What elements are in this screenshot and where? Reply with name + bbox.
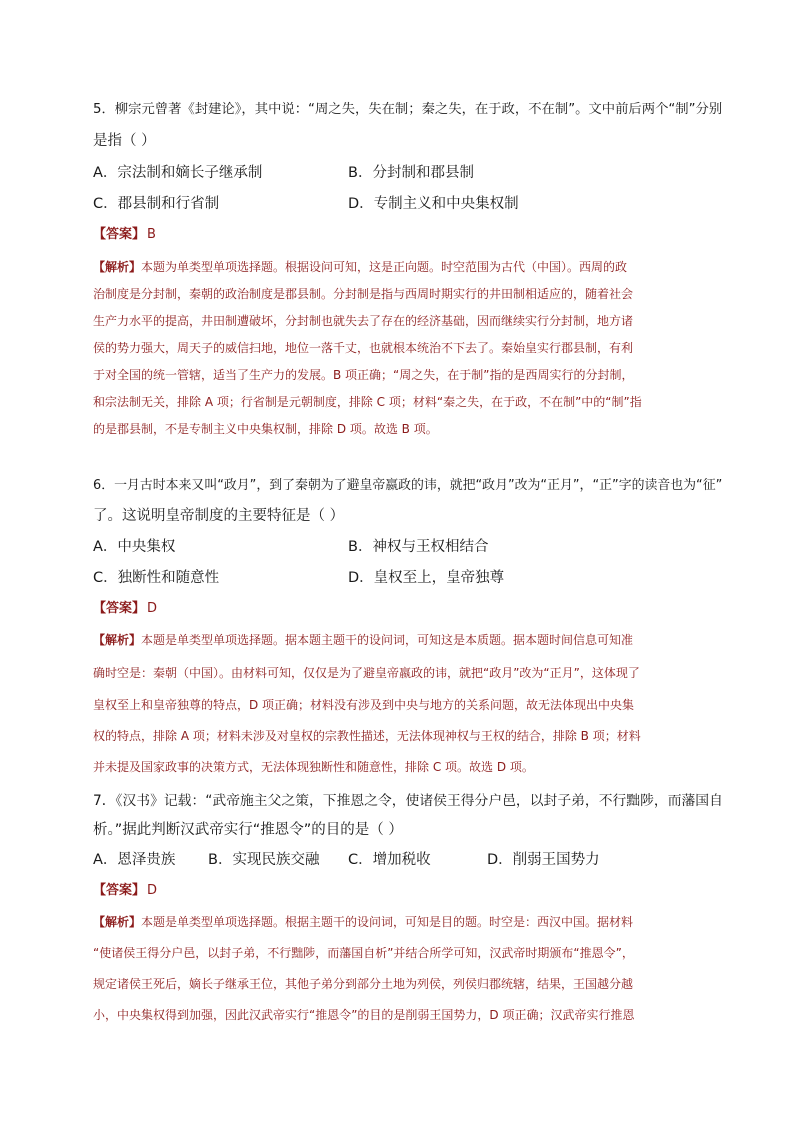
q5-analysis-line-7: 的是郡县制，不是专制主义中央集权制，排除 D 项。故选 B 项。: [93, 422, 438, 436]
q5-option-c[interactable]: C．郡县制和行省制: [93, 196, 220, 212]
q5-analysis-line-1: [93, 258, 723, 276]
q5-analysis-text-1: 本题为单类型单项选择题。根据设问可知，这是正向题。时空范围为古代（中国）。西周的政: [141, 260, 628, 274]
q7-analysis-label: 【解析】: [93, 915, 142, 929]
q7-option-d[interactable]: D．削弱王国势力: [487, 852, 600, 868]
q7-analysis-line-1: [93, 913, 723, 931]
q5-analysis-label: 【解析】: [93, 260, 142, 274]
q6-analysis-text-1: 本题是单类型单项选择题。据本题主题干的设问词，可知这是本质题。据本题时间信息可知准: [141, 633, 634, 647]
q5-stem-line-1: 5．柳宗元曾著《封建论》，其中说：“周之失，失在制；秦之失，在于政，不在制”。文中前后两个“制”分别: [93, 102, 723, 117]
q6-answer: [93, 600, 157, 618]
q6-analysis-label: 【解析】: [93, 633, 142, 647]
q7-option-a[interactable]: A．恩泽贵族: [93, 852, 176, 868]
q5-analysis-line-3: 生产力水平的提高，井田制遭破坏，分封制也就失去了存在的经济基础，因而继续实行分封制，地方诸: [93, 314, 634, 328]
q6-stem-line-1: 6．一月古时本来又叫“政月”，到了秦朝为了避皇帝嬴政的讳，就把“政月”改为“正月”，“正”字的读音也为“征”: [93, 478, 723, 493]
q5-option-d[interactable]: D．专制主义和中央集权制: [348, 196, 519, 212]
q6-stem-line-2: 了。这说明皇帝制度的主要特征是（ ）: [93, 508, 345, 524]
q5-answer-label: 【答案】: [93, 227, 146, 242]
q6-analysis-line-1: [93, 631, 723, 649]
q6-analysis-line-2: 确时空是：秦朝（中国）。由材料可知，仅仅是为了避皇帝嬴政的讳，就把“政月”改为“正月”，这体现了: [93, 666, 640, 680]
q7-option-b[interactable]: B．实现民族交融: [208, 852, 320, 868]
q5-answer: [93, 226, 156, 244]
q7-option-c[interactable]: C．增加税收: [348, 852, 431, 868]
q5-option-b[interactable]: B．分封制和郡县制: [348, 165, 474, 181]
q5-analysis-line-2: 治制度是分封制，秦朝的政治制度是郡县制。分封制是指与西周时期实行的井田制相适应的，随着社会: [93, 287, 634, 301]
q5-stem-line-2: 是指（ ）: [93, 133, 156, 149]
q6-option-a[interactable]: A．中央集权: [93, 539, 176, 555]
q6-analysis-line-3: 皇权至上和皇帝独尊的特点，D 项正确；材料没有涉及到中央与地方的关系问题，故无法体现出中央集: [93, 698, 635, 712]
q5-analysis-line-5: 于对全国的统一管辖，适当了生产力的发展。B 项正确；“周之失，在于制”指的是西周实行的分封制，: [93, 368, 634, 382]
q7-answer-label: 【答案】: [93, 883, 146, 898]
q6-answer-value: D: [147, 601, 158, 616]
q6-analysis-line-4: 权的特点，排除 A 项；材料未涉及对皇权的宗教性描述，无法体现神权与王权的结合，排除 B 项；材料: [93, 729, 641, 743]
q7-stem-line-2: 析。”据此判断汉武帝实行“推恩令”的目的是（ ）: [93, 822, 403, 838]
q6-analysis-line-5: 并未提及国家政事的决策方式，无法体现独断性和随意性，排除 C 项。故选 D 项。: [93, 760, 534, 774]
q6-answer-label: 【答案】: [93, 601, 146, 616]
q5-option-a[interactable]: A．宗法制和嫡长子继承制: [93, 165, 263, 181]
q7-analysis-text-1: 本题是单类型单项选择题。根据主题干的设问词，可知是目的题。时空是：西汉中国。据材料: [141, 915, 634, 929]
q5-analysis-line-6: 和宗法制无关，排除 A 项；行省制是元朝制度，排除 C 项；材料“秦之失，在于政，不在制”中的“制”指: [93, 395, 642, 409]
q7-analysis-line-2: “使诸侯王得分户邑，以封子弟，不行黜陟，而藩国自析”并结合所学可知，汉武帝时期颁布“推恩令”，: [93, 946, 634, 960]
q7-answer-value: D: [147, 883, 158, 898]
q6-option-c[interactable]: C．独断性和随意性: [93, 570, 220, 586]
q5-answer-value: B: [147, 227, 156, 242]
q7-stem-line-1: 7．《汉书》记载：“武帝施主父之策，下推恩之令，使诸侯王得分户邑，以封子弟，不行黜陟，而藩国自: [93, 793, 723, 809]
q7-analysis-line-4: 小，中央集权得到加强，因此汉武帝实行“推恩令”的目的是削弱王国势力，D 项正确；汉武帝实行推恩: [93, 1008, 635, 1022]
q7-analysis-line-3: 规定诸侯王死后，嫡长子继承王位，其他子弟分到部分土地为列侯，列侯归郡统辖，结果，王国越分越: [93, 977, 634, 991]
q7-answer: [93, 882, 157, 900]
q5-analysis-line-4: 侯的势力强大，周天子的威信扫地，地位一落千丈，也就根本统治不下去了。秦始皇实行郡县制，有利: [93, 341, 634, 355]
q6-option-b[interactable]: B．神权与王权相结合: [348, 539, 489, 555]
q6-option-d[interactable]: D．皇权至上，皇帝独尊: [348, 570, 505, 586]
